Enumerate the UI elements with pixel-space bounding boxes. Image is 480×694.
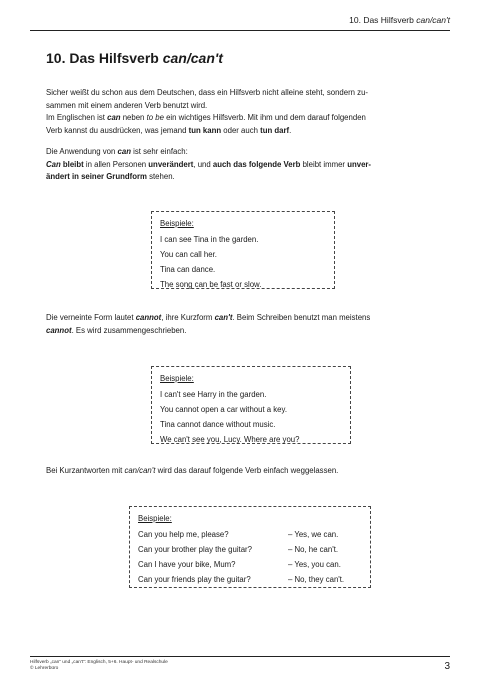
footer-credits [30, 660, 168, 672]
table-row [138, 572, 344, 587]
example-line: You can call her. [160, 250, 217, 259]
header-italic: can/can't [416, 15, 450, 25]
paragraph-short-answers [46, 465, 456, 478]
title-prefix: 10. Das Hilfsverb [46, 50, 163, 66]
header-prefix: 10. Das Hilfsverb [349, 15, 417, 25]
para3-line2: cannot. Es wird zusammengeschrieben. [46, 325, 187, 335]
example-line: Tina cannot dance without music. [160, 420, 276, 429]
footer-line-2: © Lehrerbüro [30, 666, 59, 671]
example-line: The song can be fast or slow. [160, 280, 262, 289]
example-line: I can see Tina in the garden. [160, 235, 259, 244]
answer-cell: – No, he can't. [288, 545, 339, 554]
example-line: You cannot open a car without a key. [160, 405, 288, 414]
paragraph-negation [46, 312, 456, 337]
example-line: I can't see Harry in the garden. [160, 390, 267, 399]
footer-line-1: Hilfsverb „can“ und „can't“: Englisch, 5+6. Haupt- und Realschule [30, 660, 168, 665]
para1-line1: Sicher weißt du schon aus dem Deutschen, dass ein Hilfsverb nicht alleine steht, sondern zu- [46, 88, 369, 97]
question-cell: Can I have your bike, Mum? [138, 560, 236, 569]
short-answer-table [138, 527, 344, 587]
para2-line2: Can bleibt in allen Personen unverändert, und auch das folgende Verb bleibt immer unver- [46, 159, 372, 169]
para1-line2: sammen mit einem anderen Verb benutzt wird. [46, 100, 208, 110]
examples-box-3 [129, 506, 371, 588]
running-header [30, 14, 450, 31]
table-row [138, 542, 344, 557]
title-italic: can/can't [162, 50, 223, 66]
page-title [46, 50, 223, 66]
table-row [138, 527, 344, 542]
page-number: 3 [444, 661, 450, 672]
para2-line3: ändert in seiner Grundform stehen. [46, 172, 175, 181]
examples-label: Beispiele: [160, 374, 194, 383]
example-line: We can't see you, Lucy. Where are you? [160, 435, 300, 444]
examples-box-1 [151, 211, 335, 289]
question-cell: Can your brother play the guitar? [138, 545, 252, 554]
para2-line1: Die Anwendung von can ist sehr einfach: [46, 147, 188, 156]
examples-label: Beispiele: [138, 514, 172, 523]
question-cell: Can your friends play the guitar? [138, 575, 251, 584]
paragraph-intro [46, 87, 456, 137]
running-header-text [349, 15, 450, 25]
answer-cell: – No, they can't. [288, 575, 345, 584]
para1-line3: Im Englischen ist can neben to be ein wichtiges Hilfsverb. Mit ihm und dem darauf folgenden [46, 113, 366, 122]
examples-box-2 [151, 366, 351, 444]
para4-line1: Bei Kurzantworten mit can/can't wird das darauf folgende Verb einfach weggelassen. [46, 466, 339, 475]
para1-line4: Verb kannst du ausdrücken, was jemand tun kann oder auch tun darf. [46, 125, 292, 135]
answer-cell: – Yes, you can. [288, 560, 341, 569]
question-cell: Can you help me, please? [138, 530, 229, 539]
table-row [138, 557, 344, 572]
example-line: Tina can dance. [160, 265, 216, 274]
answer-cell: – Yes, we can. [288, 530, 339, 539]
examples-label: Beispiele: [160, 219, 194, 228]
para3-line1: Die verneinte Form lautet cannot, ihre Kurzform can't. Beim Schreiben benutzt man meistens [46, 313, 371, 322]
footer-divider [30, 656, 450, 657]
paragraph-usage [46, 146, 456, 184]
